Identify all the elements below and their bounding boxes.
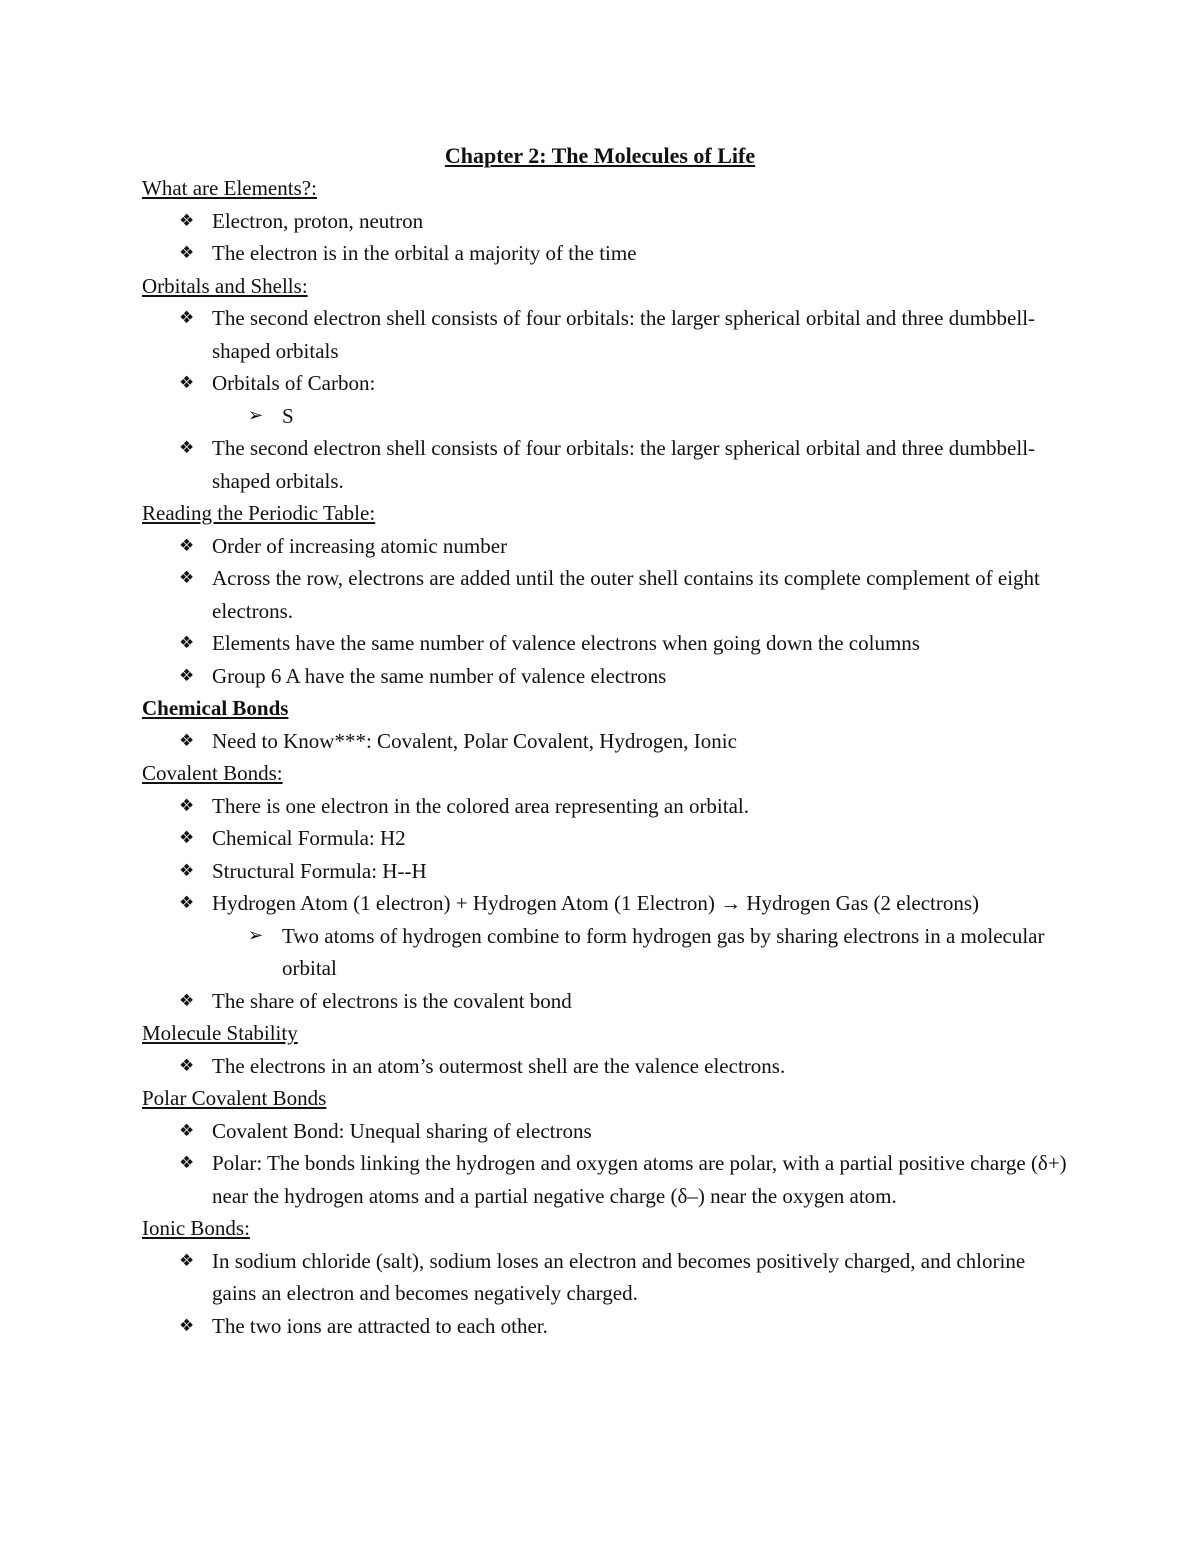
- section-heading-polar-covalent: Polar Covalent Bonds: [142, 1086, 327, 1110]
- diamond-bullet-icon: ❖: [179, 210, 195, 231]
- section-heading-orbitals: Orbitals and Shells:: [142, 273, 308, 298]
- diamond-bullet-icon: ❖: [179, 1055, 195, 1076]
- section-heading-elements: What are Elements?:: [142, 176, 317, 200]
- section-heading-chemical-bonds: Chemical Bonds: [142, 696, 289, 720]
- diamond-bullet-icon: ❖: [179, 860, 195, 881]
- diamond-bullet-icon: ❖: [179, 828, 195, 848]
- list-item-text: The share of electrons is the covalent bond: [212, 988, 572, 1013]
- section-heading-covalent-bonds: Covalent Bonds:: [142, 761, 283, 785]
- list-item: [142, 627, 1072, 660]
- diamond-bullet-icon: ❖: [179, 568, 195, 588]
- list-item: [142, 855, 1072, 888]
- list-item: [142, 237, 1072, 270]
- section-heading-molecule-stability: Molecule Stability: [142, 1021, 298, 1045]
- list-item: [142, 562, 1072, 627]
- arrowhead-bullet-icon: ➢: [248, 404, 264, 426]
- document-body: [142, 172, 1072, 1342]
- list-item-text: Order of increasing atomic number: [212, 533, 508, 558]
- list-item-text: Polar: The bonds linking the hydrogen and oxygen atoms are polar, with a partial positive charge (δ+) near the hydrogen atoms and a partial negative charge (δ–) near the oxygen atom.: [212, 1151, 1067, 1208]
- list-item: [142, 887, 1072, 920]
- sub-list-item-text: Two atoms of hydrogen combine to form hydrogen gas by sharing electrons in a molecular orbital: [282, 923, 1045, 980]
- list-item-text: Group 6 A have the same number of valence electrons: [212, 663, 667, 688]
- arrowhead-bullet-icon: ➢: [248, 924, 264, 946]
- list-item: [142, 790, 1072, 823]
- diamond-bullet-icon: ❖: [179, 795, 195, 816]
- list-item-text: The second electron shell consists of four orbitals: the larger spherical orbital and three dumbbell-shaped orbitals: [212, 306, 1036, 363]
- list-item-text: Covalent Bond: Unequal sharing of electrons: [212, 1118, 592, 1143]
- sub-list-item: [142, 920, 1072, 985]
- diamond-bullet-icon: ❖: [179, 1153, 195, 1173]
- diamond-bullet-icon: ❖: [179, 893, 195, 913]
- diamond-bullet-icon: ❖: [179, 633, 195, 653]
- list-item: [142, 367, 1072, 400]
- sub-list-item-text: S: [282, 403, 294, 428]
- list-item-text: The second electron shell consists of four orbitals: the larger spherical orbital and three dumbbell-shaped orbitals.: [212, 436, 1036, 493]
- list-item-text: Structural Formula: H--H: [212, 858, 427, 883]
- list-item-text: The two ions are attracted to each other.: [212, 1313, 548, 1338]
- list-item-text: Hydrogen Atom (1 electron) + Hydrogen Atom (1 Electron) → Hydrogen Gas (2 electrons): [212, 891, 980, 915]
- diamond-bullet-icon: ❖: [179, 1120, 195, 1141]
- list-item-text: There is one electron in the colored area representing an orbital.: [212, 793, 750, 818]
- list-item: [142, 1245, 1072, 1310]
- page-title: Chapter 2: The Molecules of Life: [444, 143, 756, 168]
- list-item: [142, 1147, 1072, 1212]
- sub-list-item: [142, 400, 1072, 433]
- list-item-text: Chemical Formula: H2: [212, 826, 406, 850]
- diamond-bullet-icon: ❖: [179, 438, 195, 458]
- list-item: [142, 1050, 1072, 1083]
- list-item-text: The electrons in an atom’s outermost shell are the valence electrons.: [212, 1053, 786, 1078]
- list-item: [142, 822, 1072, 855]
- list-item: [142, 530, 1072, 563]
- diamond-bullet-icon: ❖: [179, 1250, 195, 1271]
- list-item-text: Orbitals of Carbon:: [212, 371, 376, 395]
- list-item-text: Need to Know***: Covalent, Polar Covalent, Hydrogen, Ionic: [212, 728, 737, 753]
- list-item: [142, 1310, 1072, 1343]
- list-item: [142, 985, 1072, 1018]
- list-item-text: Elements have the same number of valence electrons when going down the columns: [212, 631, 920, 655]
- diamond-bullet-icon: ❖: [179, 535, 195, 556]
- list-item: [142, 205, 1072, 238]
- list-item: [142, 432, 1072, 497]
- list-item-text: The electron is in the orbital a majority of the time: [212, 241, 637, 265]
- list-item-text: Across the row, electrons are added until the outer shell contains its complete complement of eight electrons.: [212, 566, 1040, 623]
- diamond-bullet-icon: ❖: [179, 373, 195, 393]
- diamond-bullet-icon: ❖: [179, 990, 195, 1011]
- section-heading-periodic-table: Reading the Periodic Table:: [142, 501, 376, 525]
- list-item: [142, 660, 1072, 693]
- diamond-bullet-icon: ❖: [179, 243, 195, 263]
- diamond-bullet-icon: ❖: [179, 665, 195, 686]
- diamond-bullet-icon: ❖: [179, 308, 195, 328]
- list-item: [142, 1115, 1072, 1148]
- list-item: [142, 725, 1072, 758]
- list-item: [142, 302, 1072, 367]
- diamond-bullet-icon: ❖: [179, 730, 195, 751]
- diamond-bullet-icon: ❖: [179, 1315, 195, 1336]
- section-heading-ionic-bonds: Ionic Bonds:: [142, 1216, 250, 1240]
- list-item-text: Electron, proton, neutron: [212, 208, 424, 233]
- list-item-text: In sodium chloride (salt), sodium loses an electron and becomes positively charged, and chlorine gains an electron and becomes negatively charged.: [212, 1248, 1026, 1305]
